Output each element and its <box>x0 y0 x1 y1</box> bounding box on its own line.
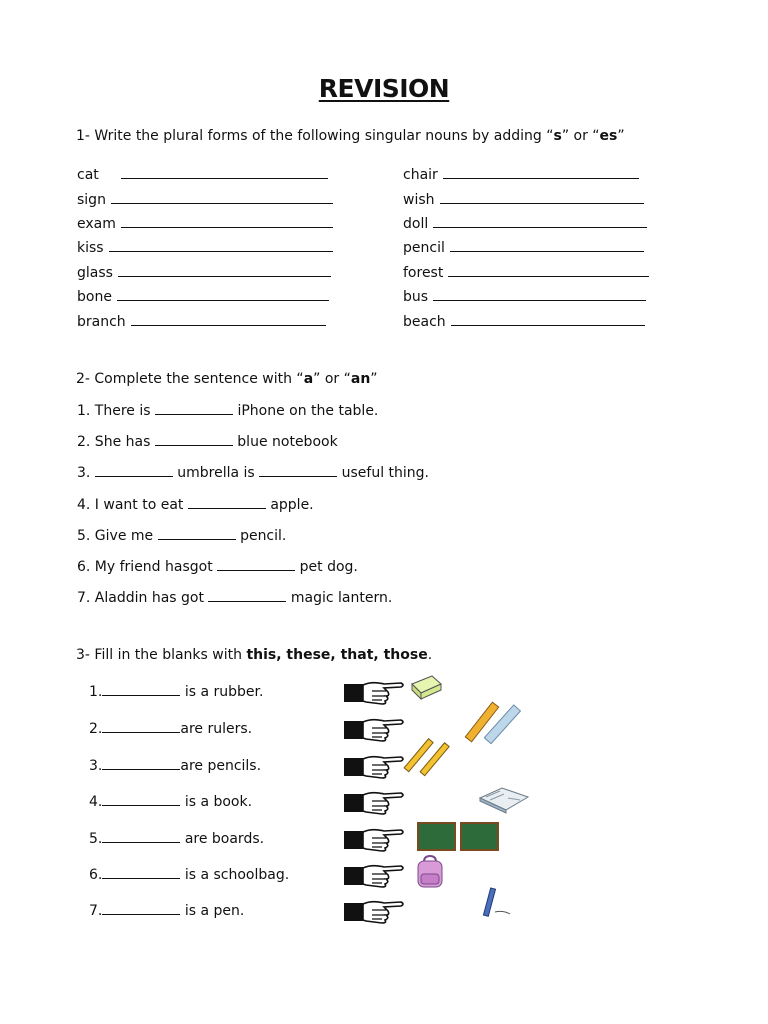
answer-blank[interactable] <box>450 239 644 252</box>
sentence-line <box>77 433 338 450</box>
noun-word: wish <box>403 192 435 208</box>
noun-word: chair <box>403 167 438 183</box>
noun-row-right <box>403 166 639 183</box>
answer-blank[interactable] <box>121 215 333 228</box>
item-number: 3. <box>89 758 103 774</box>
noun-row-left <box>77 239 333 256</box>
answer-blank[interactable] <box>448 264 649 277</box>
demonstrative-item <box>89 793 252 810</box>
sentence-start: 5. Give me <box>77 528 154 544</box>
book-icon <box>480 788 528 813</box>
answer-blank[interactable] <box>111 191 333 204</box>
pointing-hand-icon <box>344 902 403 923</box>
sentence-line <box>77 496 314 513</box>
noun-row-left <box>77 215 333 232</box>
sentence-end: iPhone on the table. <box>237 403 379 419</box>
item-text: are pencils. <box>180 758 262 774</box>
answer-blank[interactable] <box>95 464 173 477</box>
sentence-line <box>77 589 392 606</box>
sentence-mid: umbrella is <box>177 465 255 481</box>
item-number: 1. <box>89 684 103 700</box>
schoolbag-icon <box>418 856 442 887</box>
pointing-hand-icon <box>344 830 403 851</box>
noun-row-left <box>77 313 326 330</box>
answer-blank[interactable] <box>155 402 233 415</box>
noun-word: glass <box>77 265 113 281</box>
page-title: REVISION <box>318 74 450 103</box>
demonstrative-item <box>89 866 289 883</box>
item-text: are boards. <box>184 831 265 847</box>
answer-blank[interactable] <box>102 793 180 806</box>
noun-word: beach <box>403 314 446 330</box>
section1-instruction: 1- Write the plural forms of the following singular nouns by adding “s” or “es” <box>76 128 625 144</box>
noun-row-right <box>403 264 649 281</box>
sentence-start: 7. Aladdin has got <box>77 590 204 606</box>
sentence-line <box>77 402 378 419</box>
pointing-hand-icon <box>344 793 403 814</box>
item-text: is a schoolbag. <box>184 867 290 883</box>
item-text: are rulers. <box>180 721 253 737</box>
answer-blank[interactable] <box>433 215 647 228</box>
noun-word: doll <box>403 216 429 232</box>
rubber-icon <box>412 676 441 699</box>
sentence-end: apple. <box>270 497 314 513</box>
sentence-end: pet dog. <box>299 559 358 575</box>
answer-blank[interactable] <box>158 527 236 540</box>
rulers-icon <box>465 702 520 743</box>
item-number: 4. <box>89 794 103 810</box>
answer-blank[interactable] <box>102 866 180 879</box>
sentence-end: pencil. <box>240 528 287 544</box>
noun-word: sign <box>77 192 106 208</box>
item-text: is a pen. <box>184 903 245 919</box>
sentence-line <box>77 558 358 575</box>
item-text: is a book. <box>184 794 253 810</box>
pointing-hand-icon <box>344 866 403 887</box>
noun-row-right <box>403 215 647 232</box>
section2-instruction: 2- Complete the sentence with “a” or “an” <box>76 371 378 387</box>
sentence-end: useful thing. <box>341 465 430 481</box>
sentence-start: 4. I want to eat <box>77 497 184 513</box>
noun-word: kiss <box>77 240 104 256</box>
noun-row-left <box>77 191 333 208</box>
noun-word: forest <box>403 265 444 281</box>
sentence-end: magic lantern. <box>290 590 393 606</box>
noun-word: bone <box>77 289 112 305</box>
sentence-start: 1. There is <box>77 403 151 419</box>
noun-row-left <box>77 264 331 281</box>
noun-word: exam <box>77 216 116 232</box>
item-number: 2. <box>89 721 103 737</box>
noun-row-right <box>403 191 644 208</box>
answer-blank[interactable] <box>102 720 180 733</box>
pen-icon <box>483 888 510 916</box>
boards-icon <box>418 823 498 850</box>
sentence-end: blue notebook <box>237 434 338 450</box>
sentence-start: 3. <box>77 465 91 481</box>
noun-word: pencil <box>403 240 445 256</box>
sentence-line <box>77 464 429 481</box>
pencils-icon <box>404 739 449 776</box>
answer-blank[interactable] <box>118 264 331 277</box>
sentence-line <box>77 527 286 544</box>
demonstrative-item <box>89 830 264 847</box>
noun-word: branch <box>77 314 126 330</box>
item-text: is a rubber. <box>184 684 264 700</box>
noun-row-left <box>77 166 328 183</box>
answer-blank[interactable] <box>117 288 329 301</box>
noun-row-right <box>403 239 644 256</box>
demonstrative-item <box>89 683 263 700</box>
noun-word: cat <box>77 167 99 183</box>
answer-blank[interactable] <box>102 683 180 696</box>
noun-row-right <box>403 288 646 305</box>
noun-row-right <box>403 313 645 330</box>
answer-blank[interactable] <box>440 191 644 204</box>
answer-blank[interactable] <box>102 830 180 843</box>
demonstrative-item <box>89 757 261 774</box>
item-number: 7. <box>89 903 103 919</box>
pointing-hand-icon <box>344 683 403 704</box>
demonstrative-item <box>89 902 244 919</box>
pointing-hand-icon <box>344 720 403 741</box>
pointing-hand-icon <box>344 757 403 778</box>
answer-blank[interactable] <box>109 239 333 252</box>
answer-blank[interactable] <box>188 496 266 509</box>
demonstrative-item <box>89 720 252 737</box>
answer-blank[interactable] <box>217 558 295 571</box>
sentence-start: 6. My friend hasgot <box>77 559 213 575</box>
answer-blank[interactable] <box>208 589 286 602</box>
item-number: 6. <box>89 867 103 883</box>
noun-word: bus <box>403 289 429 305</box>
item-number: 5. <box>89 831 103 847</box>
answer-blank[interactable] <box>131 313 326 326</box>
answer-blank[interactable] <box>155 433 233 446</box>
sentence-start: 2. She has <box>77 434 151 450</box>
answer-blank[interactable] <box>451 313 645 326</box>
noun-row-left <box>77 288 329 305</box>
answer-blank[interactable] <box>259 464 337 477</box>
answer-blank[interactable] <box>102 902 180 915</box>
answer-blank[interactable] <box>102 757 180 770</box>
section3-instruction: 3- Fill in the blanks with this, these, that, those. <box>76 647 433 663</box>
answer-blank[interactable] <box>443 166 639 179</box>
answer-blank[interactable] <box>121 166 328 179</box>
answer-blank[interactable] <box>433 288 646 301</box>
